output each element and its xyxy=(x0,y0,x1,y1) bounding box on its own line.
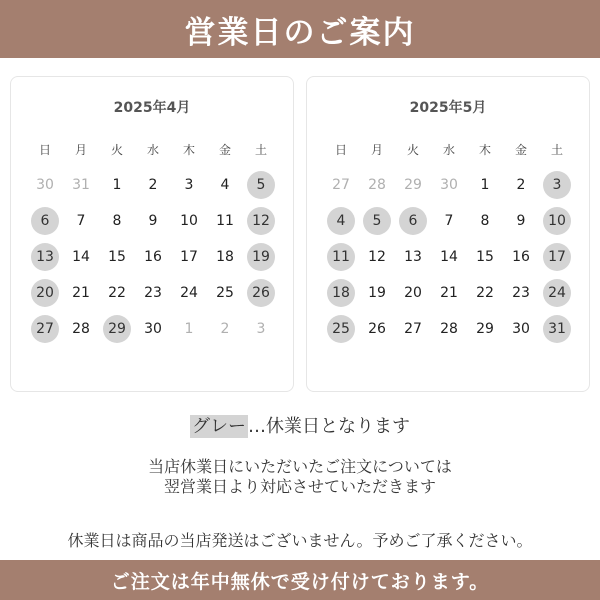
day-number: 5 xyxy=(247,171,275,199)
day-cell xyxy=(171,275,207,311)
day-number: 19 xyxy=(368,285,386,301)
day-number: 15 xyxy=(108,249,126,265)
day-cell xyxy=(207,167,243,203)
calendar-april xyxy=(10,76,294,392)
day-cell xyxy=(171,167,207,203)
other-month-day-cell xyxy=(63,167,99,203)
day-cell xyxy=(395,275,431,311)
day-number: 2 xyxy=(148,177,158,193)
day-number: 1 xyxy=(112,177,122,193)
day-cell xyxy=(431,275,467,311)
day-number: 11 xyxy=(216,213,234,229)
day-cell xyxy=(171,239,207,275)
day-number: 31 xyxy=(72,177,90,193)
day-number: 1 xyxy=(480,177,490,193)
day-number: 20 xyxy=(31,279,59,307)
day-cell xyxy=(395,311,431,347)
day-cell xyxy=(359,311,395,347)
day-number: 9 xyxy=(148,213,158,229)
legend xyxy=(0,412,600,438)
holiday-day-cell xyxy=(539,239,575,275)
day-number: 2 xyxy=(220,321,230,337)
day-cell xyxy=(467,203,503,239)
day-cell xyxy=(467,275,503,311)
day-number: 8 xyxy=(112,213,122,229)
day-number: 15 xyxy=(476,249,494,265)
day-number: 12 xyxy=(247,207,275,235)
day-cell xyxy=(395,239,431,275)
day-number: 10 xyxy=(180,213,198,229)
holiday-day-cell xyxy=(539,275,575,311)
day-number: 29 xyxy=(404,177,422,193)
holiday-day-cell xyxy=(27,239,63,275)
day-number: 23 xyxy=(144,285,162,301)
day-number: 30 xyxy=(36,177,54,193)
day-number: 19 xyxy=(247,243,275,271)
holiday-day-cell xyxy=(539,311,575,347)
day-cell xyxy=(359,239,395,275)
day-cell xyxy=(503,203,539,239)
other-month-day-cell xyxy=(207,311,243,347)
other-month-day-cell xyxy=(395,167,431,203)
note-line: 当店休業日にいただいたご注文については xyxy=(148,457,452,476)
day-cell xyxy=(99,239,135,275)
day-cell xyxy=(135,239,171,275)
day-number: 13 xyxy=(404,249,422,265)
day-number: 16 xyxy=(512,249,530,265)
other-month-day-cell xyxy=(27,167,63,203)
other-month-day-cell xyxy=(359,167,395,203)
day-number: 24 xyxy=(543,279,571,307)
day-cell xyxy=(207,239,243,275)
day-number: 17 xyxy=(180,249,198,265)
note-line: 休業日は商品の当店発送はございません。予めご了承ください。 xyxy=(67,531,533,550)
weekday-label: 日 xyxy=(38,142,51,157)
day-number: 10 xyxy=(543,207,571,235)
day-number: 4 xyxy=(327,207,355,235)
weekday-label: 月 xyxy=(74,142,87,157)
day-number: 26 xyxy=(247,279,275,307)
day-number: 16 xyxy=(144,249,162,265)
weekday-label: 日 xyxy=(334,142,347,157)
holiday-day-cell xyxy=(395,203,431,239)
weekday-label: 火 xyxy=(406,142,419,157)
weekday-label: 土 xyxy=(254,142,267,157)
weekday-label: 月 xyxy=(370,142,383,157)
day-number: 11 xyxy=(327,243,355,271)
day-cell xyxy=(503,167,539,203)
day-number: 6 xyxy=(399,207,427,235)
day-number: 14 xyxy=(72,249,90,265)
day-cell xyxy=(135,275,171,311)
holiday-day-cell xyxy=(323,275,359,311)
weekday-label: 木 xyxy=(478,142,491,157)
day-number: 30 xyxy=(512,321,530,337)
calendar-may xyxy=(306,76,590,392)
day-number: 24 xyxy=(180,285,198,301)
footer-banner xyxy=(0,560,600,600)
day-number: 7 xyxy=(76,213,86,229)
day-number: 2 xyxy=(516,177,526,193)
day-number: 5 xyxy=(363,207,391,235)
holiday-day-cell xyxy=(27,203,63,239)
day-number: 13 xyxy=(31,243,59,271)
day-cell xyxy=(467,239,503,275)
holiday-day-cell xyxy=(243,203,279,239)
weekday-label: 金 xyxy=(218,142,231,157)
day-cell xyxy=(467,167,503,203)
calendar-grid xyxy=(323,131,575,347)
day-number: 3 xyxy=(543,171,571,199)
day-number: 28 xyxy=(72,321,90,337)
holiday-day-cell xyxy=(243,275,279,311)
other-month-day-cell xyxy=(243,311,279,347)
day-number: 29 xyxy=(103,315,131,343)
day-number: 12 xyxy=(368,249,386,265)
day-number: 9 xyxy=(516,213,526,229)
day-cell xyxy=(431,203,467,239)
day-cell xyxy=(207,275,243,311)
day-number: 23 xyxy=(512,285,530,301)
weekday-label: 水 xyxy=(146,142,159,157)
day-cell xyxy=(359,275,395,311)
day-number: 25 xyxy=(327,315,355,343)
day-cell xyxy=(63,275,99,311)
day-number: 7 xyxy=(444,213,454,229)
day-number: 27 xyxy=(332,177,350,193)
holiday-day-cell xyxy=(323,203,359,239)
holiday-day-cell xyxy=(27,275,63,311)
weekday-label: 火 xyxy=(110,142,123,157)
day-cell xyxy=(467,311,503,347)
day-cell xyxy=(431,311,467,347)
calendar-title: 2025年4月 xyxy=(113,100,191,116)
day-cell xyxy=(135,311,171,347)
day-number: 4 xyxy=(220,177,230,193)
holiday-day-cell xyxy=(243,239,279,275)
header-banner xyxy=(0,0,600,58)
weekday-label: 土 xyxy=(550,142,563,157)
holiday-day-cell xyxy=(539,167,575,203)
holiday-day-cell xyxy=(539,203,575,239)
day-number: 3 xyxy=(184,177,194,193)
holiday-day-cell xyxy=(323,239,359,275)
weekday-label: 木 xyxy=(182,142,195,157)
day-cell xyxy=(503,311,539,347)
day-number: 30 xyxy=(440,177,458,193)
day-number: 27 xyxy=(31,315,59,343)
note-line: 翌営業日より対応させていただきます xyxy=(163,477,436,496)
other-month-day-cell xyxy=(323,167,359,203)
holiday-day-cell xyxy=(323,311,359,347)
legend-swatch: グレー xyxy=(192,416,246,437)
weekday-label: 金 xyxy=(514,142,527,157)
other-month-day-cell xyxy=(171,311,207,347)
day-cell xyxy=(63,311,99,347)
day-number: 22 xyxy=(108,285,126,301)
day-number: 31 xyxy=(543,315,571,343)
holiday-day-cell xyxy=(359,203,395,239)
day-number: 22 xyxy=(476,285,494,301)
day-cell xyxy=(171,203,207,239)
day-cell xyxy=(503,275,539,311)
day-cell xyxy=(99,167,135,203)
day-cell xyxy=(503,239,539,275)
day-cell xyxy=(431,239,467,275)
day-number: 28 xyxy=(368,177,386,193)
day-number: 26 xyxy=(368,321,386,337)
day-number: 1 xyxy=(184,321,194,337)
legend-text: …休業日となります xyxy=(248,416,410,437)
day-number: 25 xyxy=(216,285,234,301)
day-number: 17 xyxy=(543,243,571,271)
day-cell xyxy=(99,275,135,311)
day-number: 20 xyxy=(404,285,422,301)
day-cell xyxy=(135,203,171,239)
day-number: 14 xyxy=(440,249,458,265)
day-cell xyxy=(63,239,99,275)
day-number: 28 xyxy=(440,321,458,337)
calendar-grid xyxy=(27,131,279,347)
day-cell xyxy=(207,203,243,239)
day-cell xyxy=(99,203,135,239)
day-number: 8 xyxy=(480,213,490,229)
day-cell xyxy=(63,203,99,239)
day-number: 21 xyxy=(72,285,90,301)
page-title: 営業日のご案内 xyxy=(184,14,416,51)
day-cell xyxy=(135,167,171,203)
day-number: 21 xyxy=(440,285,458,301)
holiday-day-cell xyxy=(27,311,63,347)
footer-text: ご注文は年中無休で受け付けております。 xyxy=(110,570,490,593)
holiday-day-cell xyxy=(243,167,279,203)
day-number: 18 xyxy=(216,249,234,265)
calendar-title: 2025年5月 xyxy=(409,100,487,116)
day-number: 3 xyxy=(256,321,266,337)
day-number: 29 xyxy=(476,321,494,337)
day-number: 27 xyxy=(404,321,422,337)
day-number: 18 xyxy=(327,279,355,307)
other-month-day-cell xyxy=(431,167,467,203)
weekday-label: 水 xyxy=(442,142,455,157)
day-number: 6 xyxy=(31,207,59,235)
day-number: 30 xyxy=(144,321,162,337)
holiday-day-cell xyxy=(99,311,135,347)
